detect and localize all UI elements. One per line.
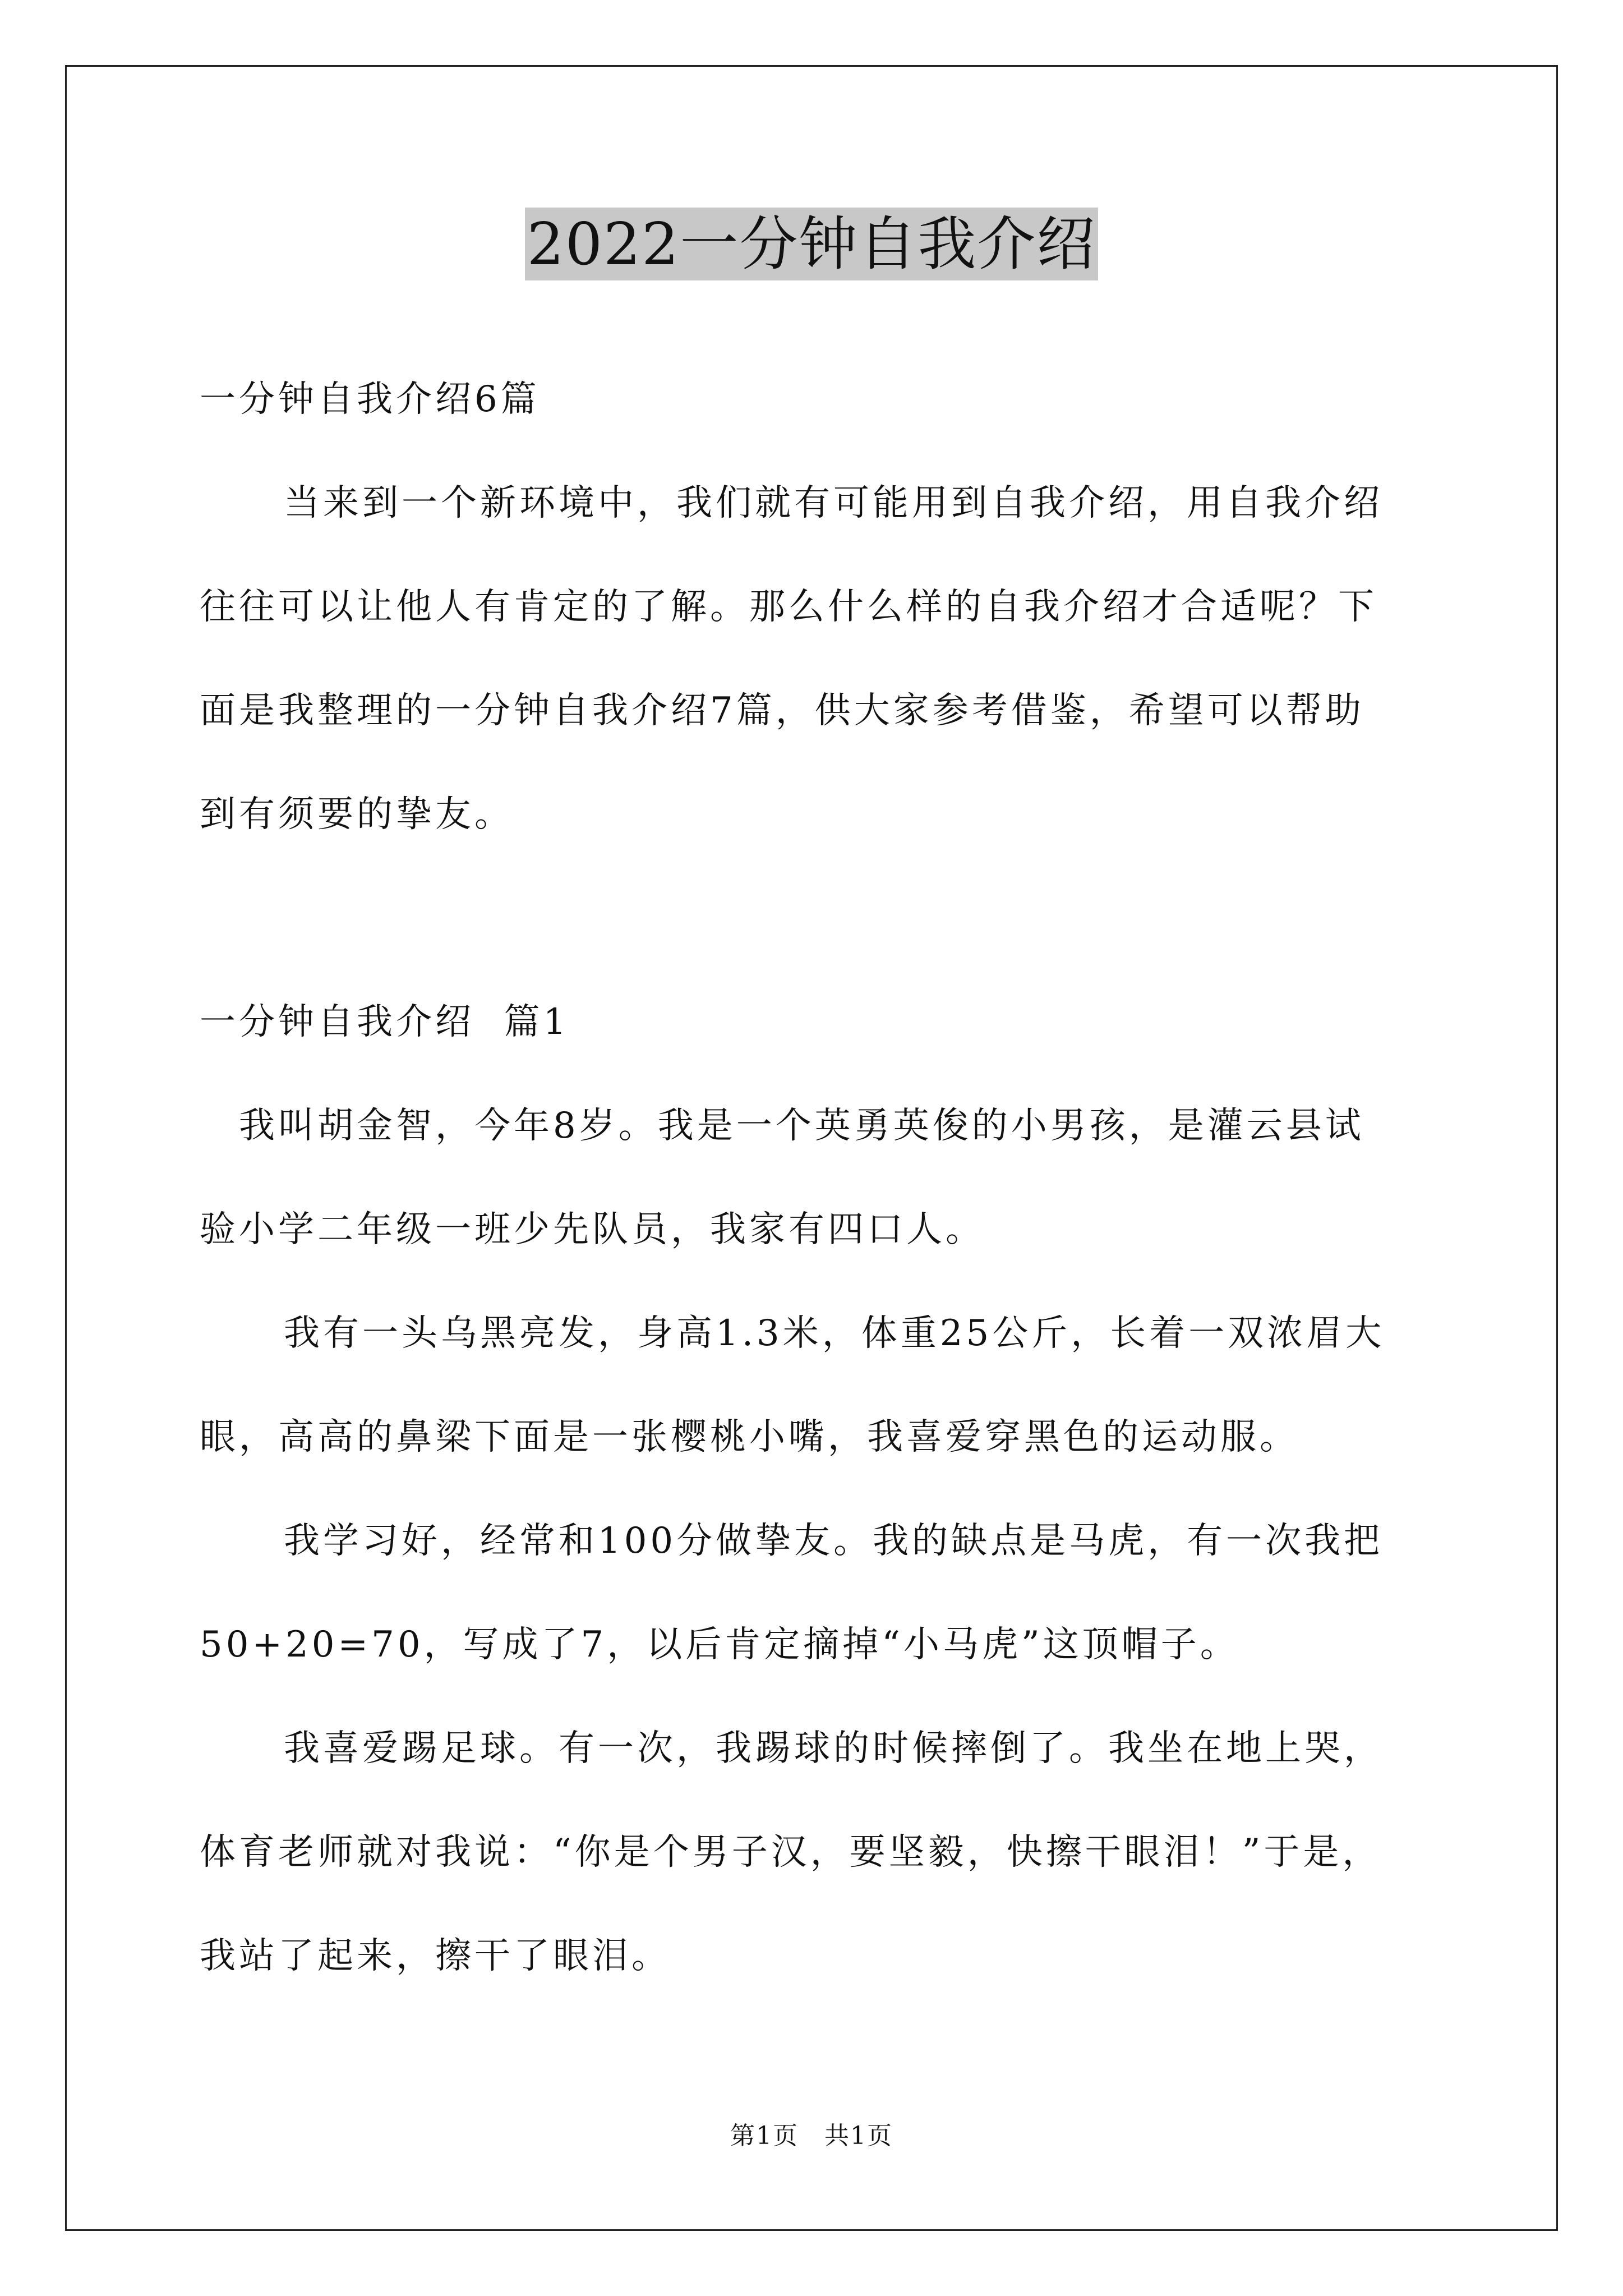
spacer	[200, 867, 1456, 970]
paragraph-line: 验小学二年级一班少先队员，我家有四口人。	[200, 1209, 985, 1250]
page-number: 第1页	[730, 2122, 799, 2150]
intro-line: 当来到一个新环境中，我们就有可能用到自我介绍，用自我介绍	[284, 482, 1383, 524]
document-title: 2022一分钟自我介绍	[525, 208, 1099, 280]
intro-line: 面是我整理的一分钟自我介绍7篇，供大家参考借鉴，希望可以帮助	[200, 690, 1364, 731]
intro-line: 到有须要的挚友。	[200, 794, 514, 835]
paragraph-line: 我叫胡金智，今年8岁。我是一个英勇英俊的小男孩，是灌云县试	[239, 1105, 1364, 1147]
intro-line: 往往可以让他人有肯定的了解。那么什么样的自我介绍才合适呢？下	[200, 586, 1377, 628]
paragraph-line: 我有一头乌黑亮发，身高1.3米，体重25公斤，长着一双浓眉大	[284, 1313, 1385, 1354]
paragraph-line: 我站了起来，擦干了眼泪。	[200, 1935, 671, 1977]
title-container	[0, 208, 1623, 280]
paragraph-line: 我喜爱踢足球。有一次，我踢球的时候摔倒了。我坐在地上哭，	[284, 1728, 1383, 1769]
section-heading: 一分钟自我介绍 篇1	[200, 1001, 570, 1043]
document-body	[200, 348, 1456, 2008]
paragraph-line: 体育老师就对我说：“你是个男子汉，要坚毅，快擦干眼泪！”于是，	[200, 1832, 1382, 1873]
paragraph-line: 我学习好，经常和100分做挚友。我的缺点是马虎，有一次我把	[284, 1520, 1384, 1562]
document-subtitle: 一分钟自我介绍6篇	[200, 379, 540, 420]
page-footer	[0, 2119, 1623, 2153]
paragraph-line: 眼，高高的鼻梁下面是一张樱桃小嘴，我喜爱穿黑色的运动服。	[200, 1416, 1299, 1458]
page-total: 共1页	[824, 2122, 893, 2150]
paragraph-line: 50+20=70，写成了7，以后肯定摘掉“小马虎”这顶帽子。	[200, 1624, 1239, 1665]
